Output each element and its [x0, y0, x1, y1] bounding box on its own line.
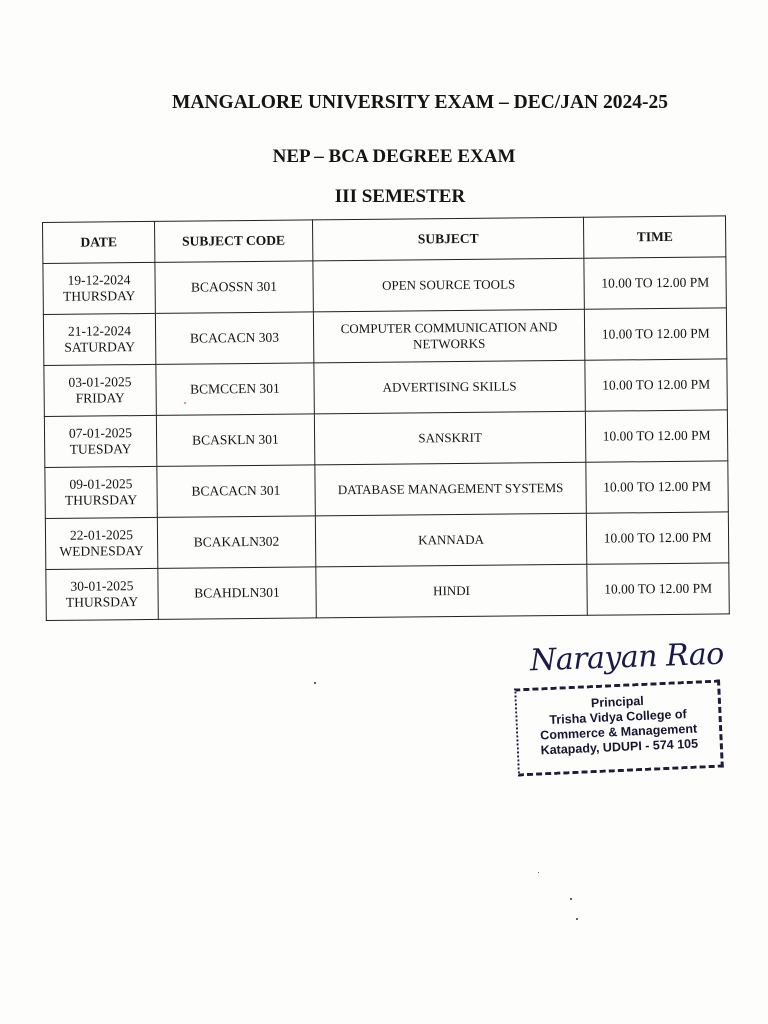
- exam-date: 22-01-2025: [69, 527, 134, 543]
- table-row: [44, 359, 727, 417]
- scan-speck: [538, 872, 539, 873]
- date-cell: [43, 262, 155, 314]
- stamp-line-college: Trisha Vidya College of: [549, 707, 687, 728]
- program-title: NEP – BCA DEGREE EXAM: [272, 146, 516, 167]
- exam-day: THURSDAY: [65, 594, 139, 610]
- exam-date: 21-12-2024: [67, 323, 132, 339]
- column-header-time: TIME: [584, 216, 726, 258]
- subject-cell: DATABASE MANAGEMENT SYSTEMS: [315, 462, 587, 516]
- subject-cell: SANSKRIT: [314, 411, 586, 465]
- time-cell: 10.00 TO 12.00 PM: [585, 308, 727, 360]
- column-header-subject-code: SUBJECT CODE: [154, 220, 312, 263]
- time-cell: 10.00 TO 12.00 PM: [586, 410, 728, 462]
- subject-cell: HINDI: [316, 564, 588, 618]
- exam-date: 07-01-2025: [68, 425, 133, 441]
- date-cell: [44, 364, 156, 416]
- date-cell: [46, 568, 158, 620]
- exam-day: THURSDAY: [62, 288, 136, 304]
- principal-signature: Narayan Rao: [529, 636, 725, 679]
- exam-day: TUESDAY: [69, 441, 132, 457]
- table-row: [45, 512, 728, 570]
- exam-day: FRIDAY: [75, 390, 125, 406]
- column-header-date: DATE: [43, 221, 155, 263]
- table-row: [44, 410, 727, 468]
- subject-code-cell: BCMCCEN 301: [156, 363, 314, 416]
- exam-date: 30-01-2025: [70, 578, 134, 594]
- exam-day: SATURDAY: [64, 339, 136, 355]
- subject-code-cell: BCAHDLN301: [158, 567, 316, 620]
- exam-title: MANGALORE UNIVERSITY EXAM – DEC/JAN 2024-25: [171, 92, 668, 113]
- exam-day: WEDNESDAY: [59, 543, 144, 559]
- subject-code-cell: BCACACN 303: [155, 312, 313, 365]
- subject-code-cell: BCASKLN 301: [156, 414, 314, 467]
- exam-date: 19-12-2024: [67, 272, 131, 288]
- table-row: [46, 563, 729, 621]
- date-cell: [43, 313, 155, 365]
- exam-date: 03-01-2025: [68, 374, 132, 390]
- time-cell: 10.00 TO 12.00 PM: [587, 563, 729, 615]
- subject-cell: OPEN SOURCE TOOLS: [313, 258, 585, 312]
- subject-code-cell: BCACACN 301: [157, 465, 315, 518]
- column-header-subject: SUBJECT: [312, 217, 584, 261]
- stamp-line-commerce: Commerce & Management: [539, 721, 698, 743]
- scan-speck: [570, 898, 572, 900]
- subject-cell: COMPUTER COMMUNICATION AND NETWORKS: [313, 309, 585, 363]
- scan-speck: [184, 402, 186, 404]
- time-cell: 10.00 TO 12.00 PM: [587, 512, 729, 564]
- table-row: [43, 257, 726, 315]
- stamp-line-principal: Principal: [590, 693, 645, 711]
- exam-timetable: [42, 215, 730, 621]
- table-header-row: [43, 216, 726, 264]
- time-cell: 10.00 TO 12.00 PM: [584, 257, 726, 309]
- table-row: [45, 461, 728, 519]
- date-cell: [45, 466, 157, 518]
- subject-code-cell: BCAKALN302: [157, 516, 315, 569]
- date-cell: [45, 517, 157, 569]
- scan-speck: [314, 682, 316, 684]
- semester-title: III SEMESTER: [334, 186, 466, 207]
- table-row: [43, 308, 726, 366]
- date-cell: [44, 415, 156, 467]
- subject-cell: KANNADA: [315, 513, 587, 567]
- exam-date: 09-01-2025: [69, 476, 133, 492]
- subject-cell: ADVERTISING SKILLS: [314, 360, 586, 414]
- exam-day: THURSDAY: [64, 492, 138, 508]
- scan-speck: [576, 918, 578, 920]
- stamp-line-address: Katapady, UDUPI - 574 105: [540, 736, 699, 758]
- time-cell: 10.00 TO 12.00 PM: [586, 461, 728, 513]
- time-cell: 10.00 TO 12.00 PM: [585, 359, 727, 411]
- college-stamp: [514, 680, 724, 777]
- subject-code-cell: BCAOSSN 301: [155, 261, 313, 314]
